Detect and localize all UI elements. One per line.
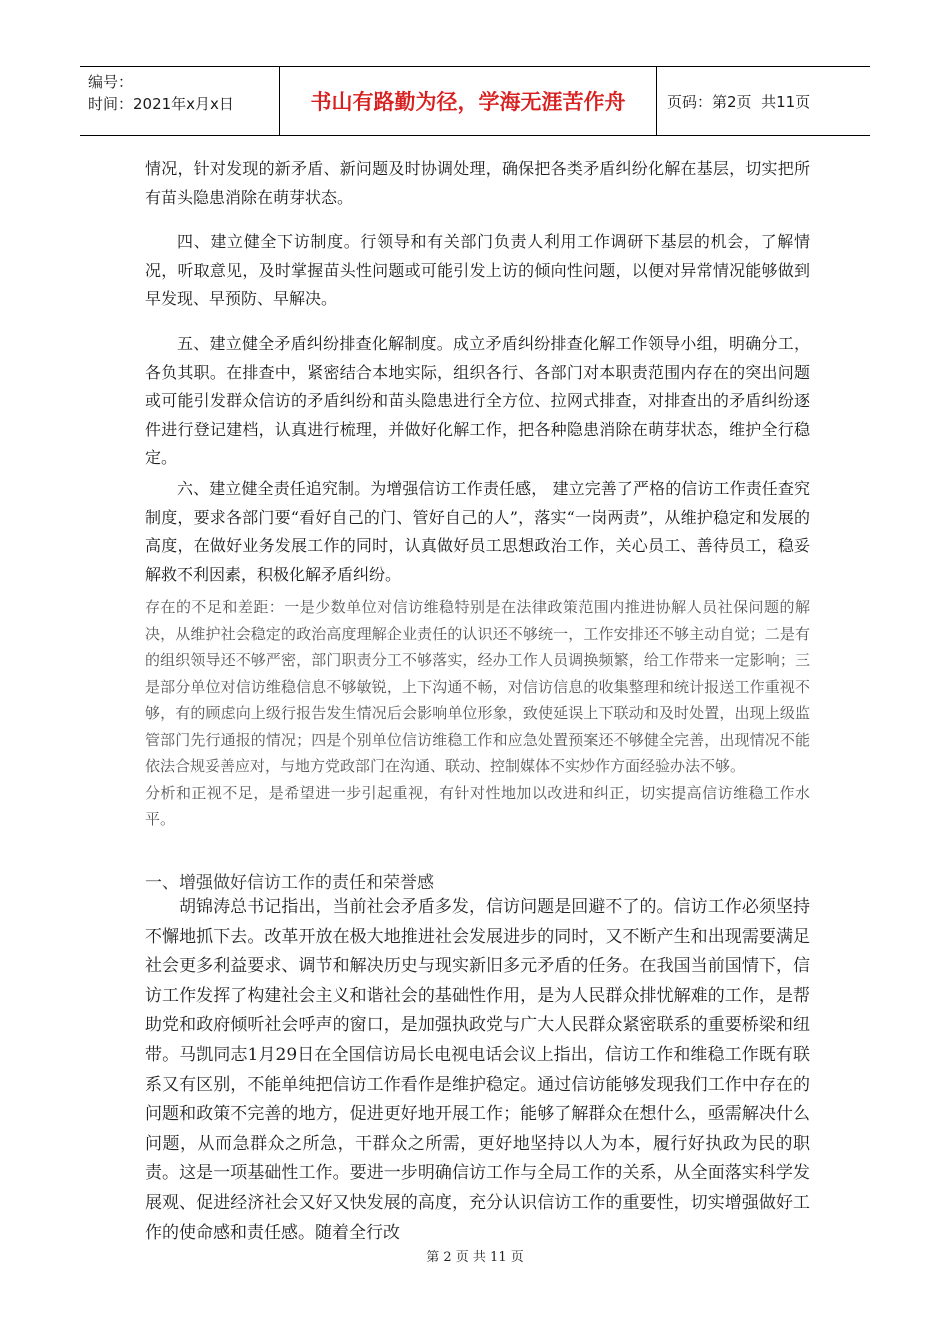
paragraph-4 [145,475,810,589]
page-footer [0,1246,950,1265]
paragraph-3 [145,330,810,473]
header-meta [80,67,280,135]
paragraph-text: 六、建立健全责任追究制。为增强信访工作责任感， 建立完善了严格的信访工作责任查究制度，要求各部门要“看好自己的门、管好自己的人”，落实“一岗两责”，从维护稳定和发展的高度，在做好业务发展工作的同时，认真做好员工思想政治工作，关心员工、善待员工，稳妥解救不利因素，积极化解矛盾纠纷。 [145,479,810,584]
paragraph-text: 情况，针对发现的新矛盾、新问题及时协调处理，确保把各类矛盾纠纷化解在基层，切实把所有苗头隐患消除在萌芽状态。 [145,159,810,207]
analysis-text: 分析和正视不足，是希望进一步引起重视，有针对性地加以改进和纠正，切实提高信访维稳工作水平。 [145,783,810,828]
page-header [80,66,870,136]
section-heading: 一、增强做好信访工作的责任和荣誉感 [145,873,434,893]
paragraph-text: 四、建立健全下访制度。行领导和有关部门负责人利用工作调研下基层的机会，了解情况，听取意见，及时掌握苗头性问题或可能引发上访的倾向性问题，以便对异常情况能够做到早发现、早预防、早解决。 [145,232,810,308]
shortcomings-section [145,594,810,833]
time-label: 时间：2021年x月x日 [88,95,234,113]
footer-page-number: 第 2 页 共 11 页 [426,1250,524,1265]
page-info-cell [657,67,870,135]
motto: 书山有路勤为径，学海无涯苦作舟 [280,67,657,135]
number-label: 编号： [88,73,134,91]
section-responsibility [145,868,810,1248]
page-info: 页码：第2页 共11页 [667,92,811,111]
shortcomings-text: 存在的不足和差距：一是少数单位对信访维稳特别是在法律政策范围内推进协解人员社保问题的解决，从维护社会稳定的政治高度理解企业责任的认识还不够统一，工作安排还不够主动自觉；二是有的组织领导还不够严密，部门职责分工不够落实，经办工作人员调换频繁，给工作带来一定影响；三是部分单位对信访维稳信息不够敏锐，上下沟通不畅，对信访信息的收集整理和统计报送工作重视不够，有的顾虑向上级行报告发生情况后会影响单位形象，致使延误上下联动和及时处置，出现上级监管部门先行通报的情况；四是个别单位信访维稳工作和应急处置预案还不够健全完善，出现情况不能依法合规妥善应对，与地方党政部门在沟通、联动、控制媒体不实炒作方面经验办法不够。 [145,598,810,775]
paragraph-2 [145,228,810,314]
section-text: 胡锦涛总书记指出，当前社会矛盾多发，信访问题是回避不了的。信访工作必须坚持不懈地抓下去。改革开放在极大地推进社会发展进步的同时，又不断产生和出现需要满足社会更多利益要求、调节和解决历史与现实新旧多元矛盾的任务。在我国当前国情下，信访工作发挥了构建社会主义和谐社会的基础性作用，是为人民群众排忧解难的工作，是帮助党和政府倾听社会呼声的窗口，是加强执政党与广大人民群众紧密联系的重要桥梁和纽带。马凯同志1月29日在全国信访局长电视电话会议上指出，信访工作和维稳工作既有联系又有区别，不能单纯把信访工作看作是维护稳定。通过信访能够发现我们工作中存在的问题和政策不完善的地方，促进更好地开展工作；能够了解群众在想什么，亟需解决什么问题，从而急群众之所急，干群众之所需，更好地坚持以人为本，履行好执政为民的职责。这是一项基础性工作。要进一步明确信访工作与全局工作的关系，从全面落实科学发展观、促进经济社会又好又快发展的高度，充分认识信访工作的重要性，切实增强做好工作的使命感和责任感。随着全行改 [145,897,810,1243]
paragraph-1 [145,155,810,212]
paragraph-text: 五、建立健全矛盾纠纷排查化解制度。成立矛盾纠纷排查化解工作领导小组，明确分工，各负其职。在排查中，紧密结合本地实际，组织各行、各部门对本职责范围内存在的突出问题或可能引发群众信访的矛盾纠纷和苗头隐患进行全方位、拉网式排查，对排查出的矛盾纠纷逐件进行登记建档，认真进行梳理，并做好化解工作，把各种隐患消除在萌芽状态，维护全行稳定。 [145,334,810,467]
